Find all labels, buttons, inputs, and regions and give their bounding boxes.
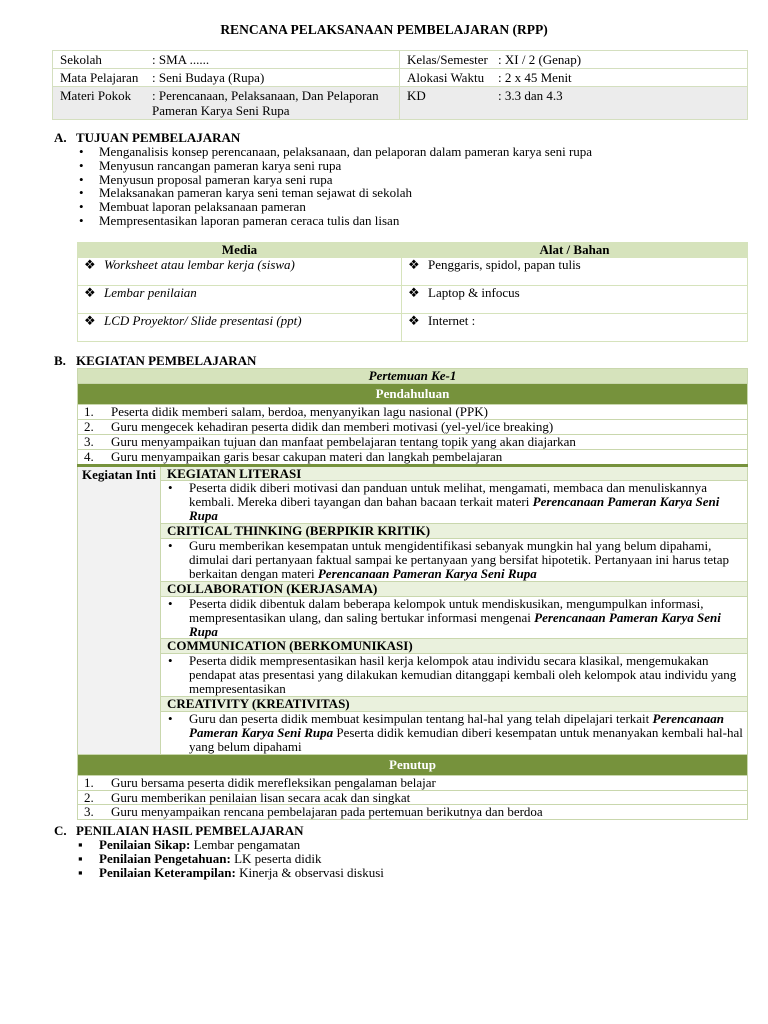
list-item	[77, 866, 677, 880]
creativity-text	[161, 711, 748, 754]
alokasi-value: : 2 x 45 Menit	[498, 70, 572, 85]
identity-table	[52, 50, 748, 120]
pendahuluan-header: Pendahuluan	[78, 383, 748, 404]
collaboration-heading: COLLABORATION (KERJASAMA)	[161, 581, 748, 596]
penilaian-value: Lembar pengamatan	[190, 837, 301, 852]
kegiatan-inti-label: Kegiatan Inti	[78, 465, 161, 754]
inti-text: Peserta didik mempresentasikan hasil kerja kelompok atau individu secara klasikal, mengemukakan pendapat atas presentasi yang dilakukan kemudian ditanggapi kembali oleh kelompok atau individu yang mempresentasikan	[189, 653, 737, 697]
diamond-bullet-icon: ❖	[408, 257, 420, 272]
pendahuluan-item: Peserta didik memberi salam, berdoa, menyanyikan lagu nasional (PPK)	[111, 403, 488, 419]
critical-thinking-heading: CRITICAL THINKING (BERPIKIR KRITIK)	[161, 524, 748, 539]
alat-item: Penggaris, spidol, papan tulis	[428, 257, 581, 272]
list-item: • Membuat laporan pelaksanaan pameran	[77, 200, 757, 214]
mapel-value: : Seni Budaya (Rupa)	[152, 70, 265, 85]
penilaian-label: Penilaian Pengetahuan:	[99, 851, 231, 866]
list-item: • Menyusun proposal pameran karya seni rupa	[77, 173, 757, 187]
pendahuluan-item: Guru menyampaikan tujuan dan manfaat pembelajaran tentang topik yang akan diajarkan	[111, 433, 576, 449]
penutup-item: Guru bersama peserta didik merefleksikan pengalaman belajar	[111, 774, 436, 790]
inti-emphasis: Perencanaan Pameran Karya Seni Rupa	[189, 494, 720, 524]
alat-header: Alat / Bahan	[402, 243, 748, 258]
diamond-bullet-icon: ❖	[84, 313, 96, 328]
sekolah-label: Sekolah	[60, 52, 102, 67]
pendahuluan-item: Guru mengecek kehadiran peserta didik dan memberi motivasi (yel-yel/ice breaking)	[111, 418, 554, 434]
diamond-bullet-icon: ❖	[408, 285, 420, 300]
literasi-text	[161, 481, 748, 524]
kelas-label: Kelas/Semester	[407, 52, 488, 67]
penilaian-label: Penilaian Sikap:	[99, 837, 191, 852]
list-item: • Melaksanakan pameran karya seni teman sejawat di sekolah	[77, 186, 757, 200]
media-item: Worksheet atau lembar kerja (siswa)	[104, 257, 295, 272]
section-c-letter: C.	[54, 823, 67, 838]
table-row: 3. Guru menyampaikan tujuan dan manfaat pembelajaran tentang topik yang akan diajarkan	[78, 434, 748, 449]
table-row: 2. Guru memberikan penilaian lisan secara acak dan singkat	[78, 790, 748, 805]
document-title: RENCANA PELAKSANAAN PEMBELAJARAN (RPP)	[220, 22, 548, 37]
mapel-label: Mata Pelajaran	[60, 70, 139, 85]
critical-thinking-text	[161, 539, 748, 582]
materi-label: Materi Pokok	[60, 88, 132, 103]
inti-emphasis: Perencanaan Pameran Karya Seni Rupa	[189, 710, 725, 740]
creativity-heading: CREATIVITY (KREATIVITAS)	[161, 697, 748, 712]
penilaian-value: Kinerja & observasi diskusi	[235, 865, 384, 880]
list-item: • Mempresentasikan laporan pameran ceraca tulis dan lisan	[77, 214, 757, 228]
inti-emphasis: Perencanaan Pameran Karya Seni Rupa	[317, 565, 537, 581]
sekolah-value: : SMA ......	[152, 52, 210, 67]
media-table	[77, 242, 748, 342]
table-row: 1. Guru bersama peserta didik merefleksikan pengalaman belajar	[78, 775, 748, 790]
diamond-bullet-icon: ❖	[84, 257, 96, 272]
list-item: • Menganalisis konsep perencanaan, pelaksanaan, dan pelaporan dalam pameran karya seni rupa	[77, 145, 757, 159]
diamond-bullet-icon: ❖	[408, 313, 420, 328]
section-b-title: KEGIATAN PEMBELAJARAN	[76, 353, 257, 368]
kelas-value: : XI / 2 (Genap)	[498, 52, 582, 67]
communication-text	[161, 654, 748, 697]
list-item	[77, 838, 677, 852]
media-item: LCD Proyektor/ Slide presentasi (ppt)	[104, 313, 302, 328]
alat-item: Laptop & infocus	[428, 285, 520, 300]
inti-text: Guru memberikan kesempatan untuk mengidentifikasi sebanyak mungkin hal yang belum dipahami, dimulai dari pertanyaan faktual sampai ke pertanyaan yang bersifat hipotetik. Pertanyaan ini harus tetap berkaitan dengan materi	[189, 538, 730, 581]
section-a-title: TUJUAN PEMBELAJARAN	[76, 130, 241, 145]
alokasi-label: Alokasi Waktu	[407, 70, 485, 85]
kegiatan-table	[77, 368, 748, 820]
list-item	[77, 852, 677, 866]
inti-text: Guru dan peserta didik membuat kesimpulan tentang hal-hal yang telah dipelajari terkait	[189, 710, 653, 726]
section-c-title: PENILAIAN HASIL PEMBELAJARAN	[76, 823, 304, 838]
list-item: • Menyusun rancangan pameran karya seni rupa	[77, 159, 757, 173]
alat-item: Internet :	[428, 313, 476, 328]
penilaian-value: LK peserta didik	[230, 851, 322, 866]
inti-text-after: Peserta didik kemudian diberi kesempatan untuk menanyakan kembali hal-hal yang belum dipahami	[189, 724, 743, 754]
pertemuan-label: Pertemuan Ke-1	[78, 369, 748, 384]
section-a-letter: A.	[54, 130, 67, 145]
kd-label: KD	[407, 88, 426, 103]
penutup-header: Penutup	[78, 754, 748, 775]
inti-text: Peserta didik dibentuk dalam beberapa kelompok untuk mendiskusikan, mengumpulkan informasi, mempresentasikan ulang, dan saling bertukar informasi mengenai	[189, 595, 704, 625]
inti-text: Peserta didik diberi motivasi dan panduan untuk melihat, mengamati, membaca dan menuliskannya kembali. Mereka diberi tayangan dan bahan bacaan terkait materi	[189, 480, 708, 510]
table-row: 2. Guru mengecek kehadiran peserta didik dan memberi motivasi (yel-yel/ice breaking)	[78, 419, 748, 434]
penilaian-list	[77, 838, 677, 880]
media-item: Lembar penilaian	[104, 285, 197, 300]
collaboration-text	[161, 596, 748, 639]
literasi-heading: KEGIATAN LITERASI	[161, 465, 748, 481]
table-row: 3. Guru menyampaikan rencana pembelajaran pada pertemuan berikutnya dan berdoa	[78, 805, 748, 820]
diamond-bullet-icon: ❖	[84, 285, 96, 300]
table-row: 4. Guru menyampaikan garis besar cakupan materi dan langkah pembelajaran	[78, 449, 748, 465]
kd-value: : 3.3 dan 4.3	[498, 88, 563, 103]
penutup-item: Guru memberikan penilaian lisan secara acak dan singkat	[111, 789, 411, 805]
table-row: 1. Peserta didik memberi salam, berdoa, menyanyikan lagu nasional (PPK)	[78, 404, 748, 419]
penutup-item: Guru menyampaikan rencana pembelajaran pada pertemuan berikutnya dan berdoa	[111, 804, 543, 820]
pendahuluan-item: Guru menyampaikan garis besar cakupan materi dan langkah pembelajaran	[111, 448, 503, 464]
communication-heading: COMMUNICATION (BERKOMUNIKASI)	[161, 639, 748, 654]
section-b-letter: B.	[54, 353, 66, 368]
section-b-heading	[54, 353, 256, 369]
penilaian-label: Penilaian Keterampilan:	[99, 865, 236, 880]
media-header: Media	[78, 243, 402, 258]
inti-emphasis: Perencanaan Pameran Karya Seni Rupa	[189, 609, 721, 639]
tujuan-list	[77, 145, 757, 228]
materi-value: : Perencanaan, Pelaksanaan, Dan Pelaporan Pameran Karya Seni Rupa	[152, 88, 379, 118]
